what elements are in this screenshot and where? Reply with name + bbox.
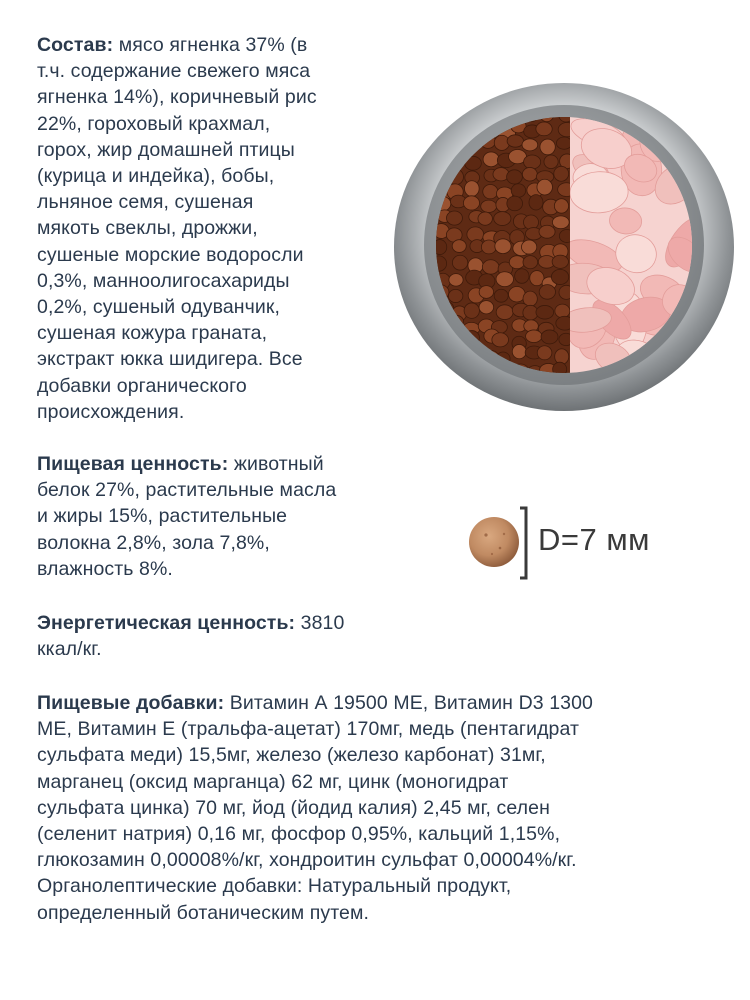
kibble-piece xyxy=(555,304,570,318)
kibble-piece xyxy=(483,152,499,167)
kibble-piece xyxy=(507,196,523,211)
additives-line: (селенит натрия) 0,16 мг, фосфор 0,95%, кальций 1,15%, xyxy=(37,823,561,846)
kibble-piece xyxy=(423,125,438,138)
kibble-piece xyxy=(479,286,493,299)
kibble-piece xyxy=(544,155,558,168)
kibble-piece xyxy=(552,216,569,229)
composition-line: 0,2%, сушеный одуванчик, xyxy=(37,296,281,319)
nutrition-line: влажность 8%. xyxy=(37,557,173,580)
energy-section xyxy=(37,610,397,662)
composition-line: сушеные морские водоросли xyxy=(37,243,304,266)
additives-line: определенный ботаническим путем. xyxy=(37,901,370,924)
composition-line: 22%, гороховый крахмал, xyxy=(37,112,271,135)
kibble-piece xyxy=(552,255,568,268)
kibble-piece xyxy=(507,135,523,147)
kibble-size-label: D=7 мм xyxy=(538,522,650,557)
composition-line: мясо ягненка 37% (в xyxy=(113,34,308,56)
kibble-piece xyxy=(539,225,555,238)
additives-line: Витамин А 19500 МЕ, Витамин D3 1300 xyxy=(224,692,593,714)
composition-line: 0,3%, манноолигосахариды xyxy=(37,269,290,292)
additives-heading: Пищевые добавки: xyxy=(37,692,225,714)
composition-line: ягненка 14%), коричневый рис xyxy=(37,86,317,109)
kibble-piece xyxy=(449,274,463,286)
kibble-piece xyxy=(526,330,542,343)
kibble-piece xyxy=(523,215,538,229)
kibble-piece xyxy=(463,196,479,210)
kibble-piece xyxy=(483,184,498,198)
additives-line: сульфата цинка) 70 мг, йод (йодид калия) 2,45 мг, селен xyxy=(37,796,550,819)
kibble-piece xyxy=(452,255,467,270)
composition-line: мякоть свеклы, дрожжи, xyxy=(37,217,258,240)
kibble-piece xyxy=(555,349,569,365)
nutrition-section xyxy=(37,451,392,582)
kibble-piece xyxy=(494,289,508,302)
additives-line: Органолептические добавки: Натуральный продукт, xyxy=(37,875,512,898)
energy-line: ккал/кг. xyxy=(37,638,102,661)
kibble-piece xyxy=(512,344,526,358)
kibble-piece xyxy=(540,139,555,155)
kibble-piece xyxy=(523,256,538,269)
kibble-piece xyxy=(537,346,552,360)
kibble-piece xyxy=(536,122,552,136)
kibble-piece xyxy=(541,330,558,344)
nutrition-line: животный xyxy=(228,453,324,475)
kibble-piece xyxy=(554,166,569,181)
composition-heading: Состав: xyxy=(37,34,114,56)
nutrition-heading: Пищевая ценность: xyxy=(37,453,229,475)
kibble-piece xyxy=(551,269,568,284)
kibble-piece xyxy=(465,181,480,197)
kibble-piece xyxy=(494,212,511,226)
kibble-piece xyxy=(452,240,466,253)
additives-line: МЕ, Витамин Е (тральфа-ацетат) 170мг, медь (пентагидрат xyxy=(37,718,580,741)
additives-line: сульфата меди) 15,5мг, железо (железо карбонат) 31мг, xyxy=(37,744,546,767)
kibble-piece xyxy=(496,305,513,320)
kibble-piece xyxy=(537,179,553,195)
kibble-piece xyxy=(478,212,492,225)
kibble-size-figure xyxy=(462,500,692,585)
kibble-piece xyxy=(509,256,524,269)
composition-line: экстракт юкка шидигера. Все xyxy=(37,348,303,371)
kibble-piece xyxy=(521,240,536,254)
kibble-piece xyxy=(479,301,494,314)
kibble-piece xyxy=(522,167,537,181)
kibble-piece xyxy=(496,272,513,287)
kibble-piece xyxy=(481,240,496,254)
composition-line: т.ч. содержание свежего мяса xyxy=(37,60,311,83)
composition-line: сушеная кожура граната, xyxy=(37,322,268,345)
kibble-piece xyxy=(446,211,462,225)
kibble-piece xyxy=(556,137,571,149)
composition-line: льняное семя, сушеная xyxy=(37,191,254,214)
kibble-icon xyxy=(462,500,542,585)
kibble-piece xyxy=(511,184,525,198)
nutrition-line: и жиры 15%, растительные xyxy=(37,505,288,528)
kibble-piece xyxy=(539,285,555,300)
kibble-piece xyxy=(421,109,435,122)
additives-section xyxy=(37,690,717,926)
kibble-piece xyxy=(524,155,541,169)
kibble-piece xyxy=(507,170,523,184)
kibble-piece xyxy=(495,239,511,254)
food-bowl-image xyxy=(388,75,738,415)
nutrition-line: белок 27%, растительные масла xyxy=(37,479,337,502)
kibble-piece xyxy=(481,200,497,212)
composition-section xyxy=(37,32,377,425)
kibble-piece xyxy=(522,139,538,151)
kibble-piece xyxy=(420,361,438,374)
energy-line: 3810 xyxy=(295,612,345,634)
composition-line: добавки органического xyxy=(37,374,247,397)
composition-line: происхождения. xyxy=(37,400,185,423)
kibble-piece xyxy=(554,199,568,214)
additives-line: марганец (оксид марганца) 62 мг, цинк (моногидрат xyxy=(37,770,509,793)
size-bracket xyxy=(520,508,526,578)
nutrition-line: волокна 2,8%, зола 7,8%, xyxy=(37,531,270,554)
kibble-piece xyxy=(464,303,479,318)
kibble-piece xyxy=(536,305,554,319)
composition-line: (курица и индейка), бобы, xyxy=(37,165,275,188)
kibble-piece xyxy=(515,269,529,284)
composition-line: горох, жир домашней птицы xyxy=(37,138,295,161)
kibble-piece xyxy=(434,104,452,118)
kibble-piece xyxy=(448,289,462,302)
kibble-piece xyxy=(424,380,438,394)
kibble-piece xyxy=(492,333,509,347)
kibble-piece xyxy=(529,195,543,210)
additives-line: глюкозамин 0,00008%/кг, хондроитин сульфат 0,00004%/кг. xyxy=(37,849,577,872)
energy-heading: Энергетическая ценность: xyxy=(37,612,296,634)
kibble-piece xyxy=(437,374,451,389)
kibble-piece xyxy=(482,260,499,274)
